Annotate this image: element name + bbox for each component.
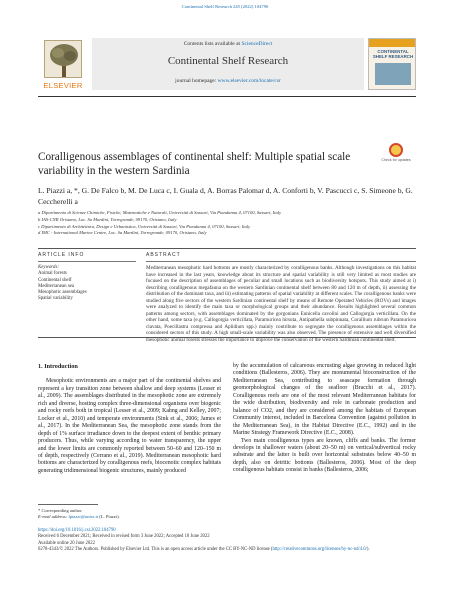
tree-logo-icon	[44, 40, 82, 78]
abstract-text: Mediterranean mesophotic hard bottoms are mostly characterized by coralligenous banks. Although investigations on this habitat have increased in the last years, knowledge about its structure and spatial variability is still very limited as most studies are focused on the description of assemblages of peculiar and small locations such as biodiversity hotspots. This study aimed at i) describing coralligenous megafauna on the western Sardinian continental shelf between 80 and 120 m of depth, ii) assessing the distribution of the dominant taxa, and iii) estimating patterns of spatial variability at different scales. The coralligenous banks were studied along five sectors of the western Sardinian continental shelf by means of Remote Operated Vehicles (ROVs) and images were analyzed to identify the main taxa or morphological groups and their abundance. Results highlighted several common patterns among sectors, with assemblages dominated by the gorgonians Eunicella cavolini and Callogorgia verticillata. On the other hand, some taxa (e.g. Callogorgia verticillata, Paramuricea hirsuta, Antipathella subpinnata, Corallium rubrum Paramuricea clavata, Poecillastra compressa and Aplidium spp.) mainly contribute to segregate the coralligenous assemblages within the considered sectors of this study. A high small-scale variability was also observed. The presence of extensive and well diversified mesophotic animal forests stresses the importance to improve the conservation of the western Sardinian continental shelf.	[146, 265, 416, 344]
elsevier-logo[interactable]	[38, 38, 88, 90]
contents-prefix: Contents lists available at	[183, 41, 242, 47]
body-column-right	[233, 363, 416, 475]
article-info-heading: ARTICLE INFO	[38, 252, 85, 258]
section-heading: 1. Introduction	[38, 363, 78, 370]
publisher-name: ELSEVIER	[43, 81, 83, 90]
running-head[interactable]: Continental Shelf Research 245 (2022) 104790	[181, 4, 269, 9]
article-title: Coralligenous assemblages of continental shelf: Multiple spatial scale variability in the western Sardinia	[38, 151, 351, 177]
doi-link[interactable]: https://doi.org/10.1016/j.csr.2022.104790	[38, 528, 116, 533]
license-link[interactable]: http://creativecommons.org/licenses/by-nc-nd/4.0/	[272, 546, 367, 552]
footnote	[38, 508, 221, 520]
paragraph: Mesophotic environments are a major part of the continental shelves and represent a key transition zone between shallow and deep systems (Lesser et al., 2009). The assemblages distributed in the mesophotic zone are extremely rich and diverse, hosting complex three-dimensional organisms over biogenic and rocky reefs both in tropical (Lesser et al., 2009; Kahng and Kelley, 2007; Locker et al., 2010) and temperate environments (Sink et al., 2006; James et al., 2017). In the Mediterranean Sea, the mesophotic zone stands from the depth of 1% surface irradiance down to the deepest extent of benthic primary producers. Thus, while varying according to water transparency, the upper and the lower limits are commonly reported between 50–60 and 120–150 m of depth, respectively (Cerrano et al., 2019). Mediterranean mesophotic hard bottoms are characterized by coralligenous reefs, biocenotic complex habitats generating tridimensional biogenic structures, mainly produced	[38, 378, 221, 474]
homepage-line	[92, 78, 364, 84]
crossmark-label: Check for updates	[381, 158, 411, 162]
author-list: L. Piazzi a, *, G. De Falco b, M. De Luca c, I. Guala d, A. Borras Palomar d, A. Conforti b, V. Pascucci c, S. Simeone b, G. Ceccherelli a	[38, 186, 413, 206]
body-column-left	[38, 363, 221, 475]
sciencedirect-link[interactable]: ScienceDirect	[241, 41, 273, 47]
journal-cover[interactable]	[368, 38, 416, 90]
keyword: Animal forests	[38, 271, 67, 277]
keyword: Mediterranean sea	[38, 283, 74, 289]
rights-line	[38, 547, 416, 553]
email-prefix: E-mail address:	[38, 514, 69, 520]
info-top-rule	[38, 248, 416, 249]
abstract-heading: ABSTRACT	[146, 252, 181, 258]
keyword: Continental shelf	[38, 277, 72, 283]
email-line	[38, 514, 221, 520]
cover-title: CONTINENTAL SHELF RESEARCH	[372, 49, 414, 59]
abstract-rule	[146, 261, 416, 262]
publication-info	[38, 528, 416, 553]
keywords-rule	[38, 261, 136, 262]
cover-band	[369, 39, 415, 47]
check-for-updates-button[interactable]	[380, 143, 412, 167]
abstract-bottom-rule	[38, 337, 416, 338]
online-line: Available online 20 June 2022	[38, 540, 95, 546]
paragraph: Two main coralligenous types are known, cliffs and banks. The former develops in shallower waters (about 20–50 m) on vertical/subvertical rocky substrate and the latter is built over horizontal substrates below 40–50 m depth, also on detritic bottoms (Ballesteros, 2006). Most of the deep coralligenous habitats consist in banks (Ballesteros, 2006;	[233, 437, 416, 474]
email-link[interactable]: lpiazzi@uniss.it	[68, 514, 99, 520]
corresponding-author-note: * Corresponding author.	[38, 508, 83, 513]
footnote-rule	[38, 504, 98, 505]
paragraph: by the accumulation of calcareous encrusting algae growing in reduced light conditions (Ballesteros, 2006). They are monumental bioconstruction of the Mediterranean Sea, contributing to seascape formation through geomorphological changes of the seafloor (Bracchi et al., 2017). Coralligenous reefs are one of the most relevant Mediterranean habitats for the wide distribution, biodiversity and role in carbonate production and balance of CO2, and they are considered among the habitats of European Community interest, included in Barcelona Convention (against pollution in the Mediterranean Sea), in the Habitat Directive (E.C., 1992) and in the Marine Strategy Framework Directive (E.C., 2008).	[233, 363, 416, 437]
cover-image	[375, 63, 411, 85]
email-suffix: (L. Piazzi).	[98, 514, 120, 520]
homepage-prefix: journal homepage:	[175, 78, 218, 84]
masthead-rule	[38, 96, 416, 97]
affiliation-b: b IAS-CNR Oristano, Loc. Sa Mardini, Torregrande, 09170, Oristano, Italy	[38, 216, 177, 222]
keywords-label: Keywords:	[38, 265, 60, 270]
keywords-block	[38, 265, 136, 303]
keyword: Spatial variability	[38, 296, 73, 302]
history-line: Received 6 December 2021; Received in revised form 3 June 2022; Accepted 10 June 2022	[38, 534, 210, 540]
affiliation-d: d IMC - International Marine Centre, Loc. Sa Mardini, Torregrande, 09170, Oristano, Italy	[38, 230, 207, 236]
affiliation-a: a Dipartimento di Scienze Chimiche, Fisiche, Matematiche e Naturali, Università di Sassari, Via Piandanna 4, 07100, Sassari, Italy	[38, 210, 282, 215]
affiliations	[38, 210, 416, 237]
journal-masthead	[38, 38, 416, 90]
affiliation-c: c Dipartimento di Architettura, Design e Urbanistica, Università di Sassari, Via Piandanna 4, 07100, Sassari, Italy	[38, 223, 251, 229]
keyword: Mesophotic assemblages	[38, 290, 87, 296]
homepage-link[interactable]: www.elsevier.com/locate/csr	[217, 78, 281, 84]
journal-title: Continental Shelf Research	[167, 55, 289, 67]
rights-suffix: ).	[366, 546, 370, 552]
crossmark-icon	[389, 143, 403, 157]
rights-prefix: 0278-4343/© 2022 The Authors. Published by Elsevier Ltd. This is an open access article under the CC BY-NC-ND license (	[38, 546, 273, 552]
contents-line	[92, 41, 364, 47]
masthead-info	[92, 38, 364, 90]
